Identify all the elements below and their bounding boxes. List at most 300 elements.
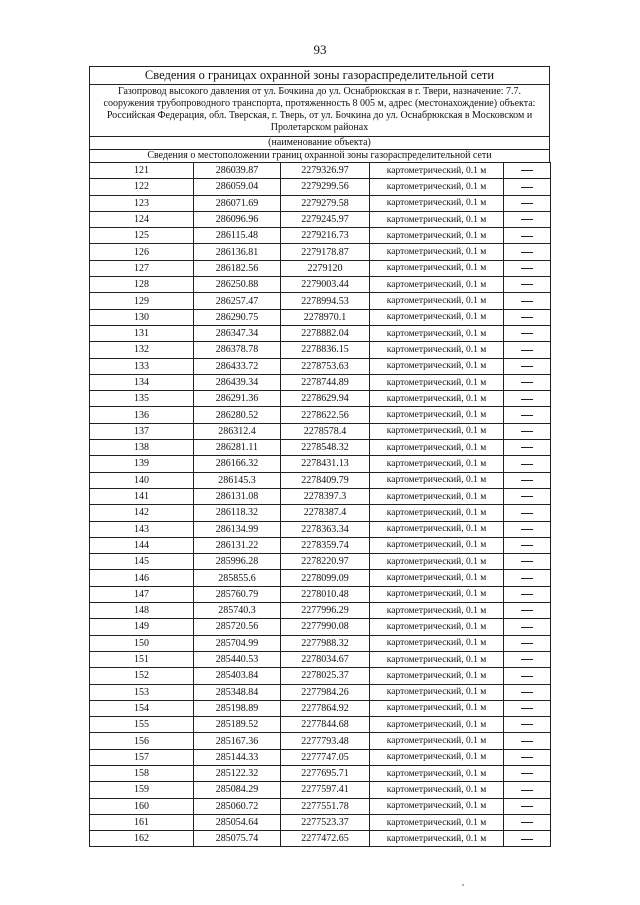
method-cell: картометрический, 0.1 м [370,325,504,341]
description-cell [504,570,551,586]
point-number-cell: 150 [90,635,194,651]
point-number-cell: 129 [90,293,194,309]
description-cell [504,488,551,504]
description-cell [504,228,551,244]
method-cell: картометрический, 0.1 м [370,717,504,733]
table-row [90,456,551,472]
method-cell: картометрический, 0.1 м [370,228,504,244]
method-cell: картометрический, 0.1 м [370,293,504,309]
point-number-cell: 130 [90,309,194,325]
y-coordinate-cell: 2277990.08 [281,619,370,635]
y-coordinate-cell: 2278034.67 [281,651,370,667]
description-cell [504,619,551,635]
method-cell: картометрический, 0.1 м [370,179,504,195]
point-number-cell: 131 [90,325,194,341]
description-cell [504,765,551,781]
y-coordinate-cell: 2277844.68 [281,717,370,733]
y-coordinate-cell: 2278409.79 [281,472,370,488]
y-coordinate-cell: 2278387.4 [281,505,370,521]
x-coordinate-cell: 285403.84 [194,668,281,684]
table-row [90,211,551,227]
description-cell [504,325,551,341]
method-cell: картометрический, 0.1 м [370,749,504,765]
table-row [90,472,551,488]
dash-mark [521,496,533,497]
dash-mark [521,333,533,334]
dash-mark [521,187,533,188]
x-coordinate-cell: 285075.74 [194,831,281,847]
x-coordinate-cell: 286118.32 [194,505,281,521]
dash-mark [521,203,533,204]
point-number-cell: 155 [90,717,194,733]
table-row [90,814,551,830]
method-cell: картометрический, 0.1 м [370,195,504,211]
dash-mark [521,790,533,791]
table-row [90,586,551,602]
point-number-cell: 126 [90,244,194,260]
x-coordinate-cell: 285144.33 [194,749,281,765]
method-cell: картометрический, 0.1 м [370,619,504,635]
dash-mark [521,561,533,562]
y-coordinate-cell: 2277864.92 [281,700,370,716]
method-cell: картометрический, 0.1 м [370,814,504,830]
dash-mark [521,480,533,481]
x-coordinate-cell: 285720.56 [194,619,281,635]
y-coordinate-cell: 2278882.04 [281,325,370,341]
table-row [90,342,551,358]
dash-mark [521,284,533,285]
dash-mark [521,431,533,432]
x-coordinate-cell: 285167.36 [194,733,281,749]
dash-mark [521,773,533,774]
x-coordinate-cell: 286439.34 [194,374,281,390]
y-coordinate-cell: 2277695.71 [281,765,370,781]
description-cell [504,244,551,260]
y-coordinate-cell: 2277472.65 [281,831,370,847]
y-coordinate-cell: 2277551.78 [281,798,370,814]
x-coordinate-cell: 286096.96 [194,211,281,227]
method-cell: картометрический, 0.1 м [370,407,504,423]
description-cell [504,782,551,798]
dash-mark [521,513,533,514]
point-number-cell: 137 [90,423,194,439]
method-cell: картометрический, 0.1 м [370,244,504,260]
x-coordinate-cell: 286312.4 [194,423,281,439]
y-coordinate-cell: 2278220.97 [281,554,370,570]
x-coordinate-cell: 286347.34 [194,325,281,341]
method-cell: картометрический, 0.1 м [370,440,504,456]
table-row [90,668,551,684]
table-row [90,277,551,293]
table-row [90,244,551,260]
x-coordinate-cell: 285060.72 [194,798,281,814]
method-cell: картометрический, 0.1 м [370,733,504,749]
table-row [90,700,551,716]
table-row [90,570,551,586]
description-cell [504,309,551,325]
dash-mark [521,545,533,546]
dash-mark [521,643,533,644]
y-coordinate-cell: 2279120 [281,260,370,276]
y-coordinate-cell: 2278744.89 [281,374,370,390]
table-row [90,635,551,651]
point-number-cell: 153 [90,684,194,700]
y-coordinate-cell: 2279003.44 [281,277,370,293]
dash-mark [521,301,533,302]
dash-mark [521,692,533,693]
table-row [90,228,551,244]
point-number-cell: 123 [90,195,194,211]
dash-mark [521,741,533,742]
dash-mark [521,708,533,709]
point-number-cell: 156 [90,733,194,749]
table-row [90,309,551,325]
x-coordinate-cell: 286182.56 [194,260,281,276]
description-cell [504,195,551,211]
description-cell [504,717,551,733]
description-cell [504,798,551,814]
method-cell: картометрический, 0.1 м [370,684,504,700]
x-coordinate-cell: 286291.36 [194,391,281,407]
y-coordinate-cell: 2278548.32 [281,440,370,456]
method-cell: картометрический, 0.1 м [370,260,504,276]
table-row [90,684,551,700]
point-number-cell: 144 [90,537,194,553]
table-row [90,651,551,667]
method-cell: картометрический, 0.1 м [370,505,504,521]
method-cell: картометрический, 0.1 м [370,391,504,407]
description-cell [504,407,551,423]
y-coordinate-cell: 2278994.53 [281,293,370,309]
table-row [90,260,551,276]
x-coordinate-cell: 285122.32 [194,765,281,781]
method-cell: картометрический, 0.1 м [370,309,504,325]
method-cell: картометрический, 0.1 м [370,603,504,619]
method-cell: картометрический, 0.1 м [370,423,504,439]
table-row [90,358,551,374]
y-coordinate-cell: 2278836.15 [281,342,370,358]
x-coordinate-cell: 286166.32 [194,456,281,472]
description-cell [504,586,551,602]
point-number-cell: 138 [90,440,194,456]
table-row [90,831,551,847]
location-caption: Сведения о местоположении границ охранной зоны газораспределительной сети [89,149,550,162]
point-number-cell: 145 [90,554,194,570]
point-number-cell: 121 [90,163,194,179]
x-coordinate-cell: 285440.53 [194,651,281,667]
x-coordinate-cell: 286290.75 [194,309,281,325]
y-coordinate-cell: 2278099.09 [281,570,370,586]
x-coordinate-cell: 286115.48 [194,228,281,244]
x-coordinate-cell: 285189.52 [194,717,281,733]
x-coordinate-cell: 285084.29 [194,782,281,798]
method-cell: картометрический, 0.1 м [370,537,504,553]
x-coordinate-cell: 286433.72 [194,358,281,374]
description-cell [504,456,551,472]
y-coordinate-cell: 2278970.1 [281,309,370,325]
method-cell: картометрический, 0.1 м [370,456,504,472]
table-row [90,179,551,195]
dash-mark [521,366,533,367]
x-coordinate-cell: 286131.22 [194,537,281,553]
description-cell [504,358,551,374]
x-coordinate-cell: 286059.04 [194,179,281,195]
point-number-cell: 133 [90,358,194,374]
description-cell [504,423,551,439]
x-coordinate-cell: 285996.28 [194,554,281,570]
method-cell: картометрический, 0.1 м [370,554,504,570]
dash-mark [521,806,533,807]
description-cell [504,293,551,309]
x-coordinate-cell: 286280.52 [194,407,281,423]
y-coordinate-cell: 2279216.73 [281,228,370,244]
description-cell [504,700,551,716]
y-coordinate-cell: 2278359.74 [281,537,370,553]
dash-mark [521,822,533,823]
dash-mark [521,757,533,758]
description-cell [504,651,551,667]
description-cell [504,749,551,765]
description-cell [504,831,551,847]
method-cell: картометрический, 0.1 м [370,211,504,227]
y-coordinate-cell: 2277984.26 [281,684,370,700]
method-cell: картометрический, 0.1 м [370,798,504,814]
point-number-cell: 132 [90,342,194,358]
description-cell [504,814,551,830]
x-coordinate-cell: 286136.81 [194,244,281,260]
x-coordinate-cell: 285855.6 [194,570,281,586]
point-number-cell: 143 [90,521,194,537]
description-cell [504,472,551,488]
description-cell [504,668,551,684]
point-number-cell: 160 [90,798,194,814]
y-coordinate-cell: 2277523.37 [281,814,370,830]
method-cell: картометрический, 0.1 м [370,831,504,847]
x-coordinate-cell: 285760.79 [194,586,281,602]
x-coordinate-cell: 285054.64 [194,814,281,830]
table-row [90,325,551,341]
table-row [90,293,551,309]
method-cell: картометрический, 0.1 м [370,342,504,358]
x-coordinate-cell: 286131.08 [194,488,281,504]
table-row [90,423,551,439]
dash-mark [521,676,533,677]
coordinates-table [89,162,551,847]
dash-mark [521,382,533,383]
scan-speck [462,884,464,886]
table-row [90,391,551,407]
y-coordinate-cell: 2278010.48 [281,586,370,602]
y-coordinate-cell: 2279178.87 [281,244,370,260]
y-coordinate-cell: 2278578.4 [281,423,370,439]
x-coordinate-cell: 286039.87 [194,163,281,179]
point-number-cell: 148 [90,603,194,619]
table-row [90,521,551,537]
y-coordinate-cell: 2278629.94 [281,391,370,407]
dash-mark [521,839,533,840]
point-number-cell: 134 [90,374,194,390]
dash-mark [521,219,533,220]
point-number-cell: 135 [90,391,194,407]
method-cell: картометрический, 0.1 м [370,277,504,293]
description-cell [504,211,551,227]
x-coordinate-cell: 285198.89 [194,700,281,716]
method-cell: картометрический, 0.1 м [370,668,504,684]
method-cell: картометрический, 0.1 м [370,358,504,374]
table-row [90,554,551,570]
y-coordinate-cell: 2278025.37 [281,668,370,684]
table-row [90,619,551,635]
description-cell [504,391,551,407]
description-cell [504,733,551,749]
method-cell: картометрический, 0.1 м [370,472,504,488]
dash-mark [521,464,533,465]
x-coordinate-cell: 286071.69 [194,195,281,211]
point-number-cell: 140 [90,472,194,488]
point-number-cell: 142 [90,505,194,521]
x-coordinate-cell: 286281.11 [194,440,281,456]
method-cell: картометрический, 0.1 м [370,700,504,716]
method-cell: картометрический, 0.1 м [370,374,504,390]
dash-mark [521,659,533,660]
table-row [90,505,551,521]
coordinates-table-body [90,163,551,847]
point-number-cell: 146 [90,570,194,586]
point-number-cell: 128 [90,277,194,293]
table-row [90,488,551,504]
y-coordinate-cell: 2279245.97 [281,211,370,227]
point-number-cell: 162 [90,831,194,847]
table-row [90,440,551,456]
point-number-cell: 159 [90,782,194,798]
table-row [90,782,551,798]
point-number-cell: 127 [90,260,194,276]
point-number-cell: 158 [90,765,194,781]
y-coordinate-cell: 2278622.56 [281,407,370,423]
table-row [90,374,551,390]
dash-mark [521,447,533,448]
y-coordinate-cell: 2277597.41 [281,782,370,798]
method-cell: картометрический, 0.1 м [370,765,504,781]
description-cell [504,277,551,293]
y-coordinate-cell: 2277996.29 [281,603,370,619]
description-cell [504,635,551,651]
y-coordinate-cell: 2278753.63 [281,358,370,374]
document-title: Сведения о границах охранной зоны газораспределительной сети [89,66,550,84]
x-coordinate-cell: 286378.78 [194,342,281,358]
method-cell: картометрический, 0.1 м [370,570,504,586]
point-number-cell: 139 [90,456,194,472]
description-cell [504,521,551,537]
dash-mark [521,268,533,269]
dash-mark [521,252,533,253]
point-number-cell: 157 [90,749,194,765]
description-cell [504,163,551,179]
x-coordinate-cell: 286250.88 [194,277,281,293]
description-cell [504,603,551,619]
y-coordinate-cell: 2279299.56 [281,179,370,195]
object-description: Газопровод высокого давления от ул. Бочкина до ул. Оснабрюкская в г. Твери, назначение: 7.7. сооружения трубопроводного транспорта, протяженность 8 005 м, адрес (местонахождение) объекта: Российская Федерация, обл. Тверская, г. Тверь, от ул. Бочкина до ул. Оснабрюкская в Московском и Пролетарском районах [89,84,550,136]
y-coordinate-cell: 2278363.34 [281,521,370,537]
x-coordinate-cell: 285740.3 [194,603,281,619]
y-coordinate-cell: 2277988.32 [281,635,370,651]
method-cell: картометрический, 0.1 м [370,782,504,798]
table-row [90,603,551,619]
description-cell [504,505,551,521]
x-coordinate-cell: 286257.47 [194,293,281,309]
y-coordinate-cell: 2277747.05 [281,749,370,765]
dash-mark [521,350,533,351]
table-row [90,195,551,211]
point-number-cell: 151 [90,651,194,667]
description-cell [504,342,551,358]
table-row [90,717,551,733]
method-cell: картометрический, 0.1 м [370,586,504,602]
point-number-cell: 152 [90,668,194,684]
dash-mark [521,627,533,628]
x-coordinate-cell: 286134.99 [194,521,281,537]
page-number: 93 [313,42,327,57]
method-cell: картометрический, 0.1 м [370,651,504,667]
dash-mark [521,415,533,416]
x-coordinate-cell: 285704.99 [194,635,281,651]
dash-mark [521,170,533,171]
dash-mark [521,610,533,611]
table-row [90,537,551,553]
dash-mark [521,724,533,725]
table-row [90,163,551,179]
description-cell [504,179,551,195]
table-row [90,749,551,765]
table-row [90,798,551,814]
dash-mark [521,317,533,318]
method-cell: картометрический, 0.1 м [370,521,504,537]
table-row [90,733,551,749]
dash-mark [521,236,533,237]
y-coordinate-cell: 2278397.3 [281,488,370,504]
y-coordinate-cell: 2279326.97 [281,163,370,179]
method-cell: картометрический, 0.1 м [370,163,504,179]
dash-mark [521,399,533,400]
description-cell [504,374,551,390]
y-coordinate-cell: 2277793.48 [281,733,370,749]
point-number-cell: 154 [90,700,194,716]
point-number-cell: 149 [90,619,194,635]
point-number-cell: 122 [90,179,194,195]
point-number-cell: 125 [90,228,194,244]
method-cell: картометрический, 0.1 м [370,635,504,651]
dash-mark [521,594,533,595]
protection-zone-document [89,66,550,847]
dash-mark [521,529,533,530]
object-name-caption: (наименование объекта) [89,136,550,149]
y-coordinate-cell: 2279279.58 [281,195,370,211]
description-cell [504,440,551,456]
description-cell [504,684,551,700]
description-cell [504,537,551,553]
dash-mark [521,578,533,579]
y-coordinate-cell: 2278431.13 [281,456,370,472]
point-number-cell: 136 [90,407,194,423]
x-coordinate-cell: 286145.3 [194,472,281,488]
table-row [90,765,551,781]
method-cell: картометрический, 0.1 м [370,488,504,504]
description-cell [504,554,551,570]
x-coordinate-cell: 285348.84 [194,684,281,700]
point-number-cell: 124 [90,211,194,227]
point-number-cell: 147 [90,586,194,602]
table-row [90,407,551,423]
